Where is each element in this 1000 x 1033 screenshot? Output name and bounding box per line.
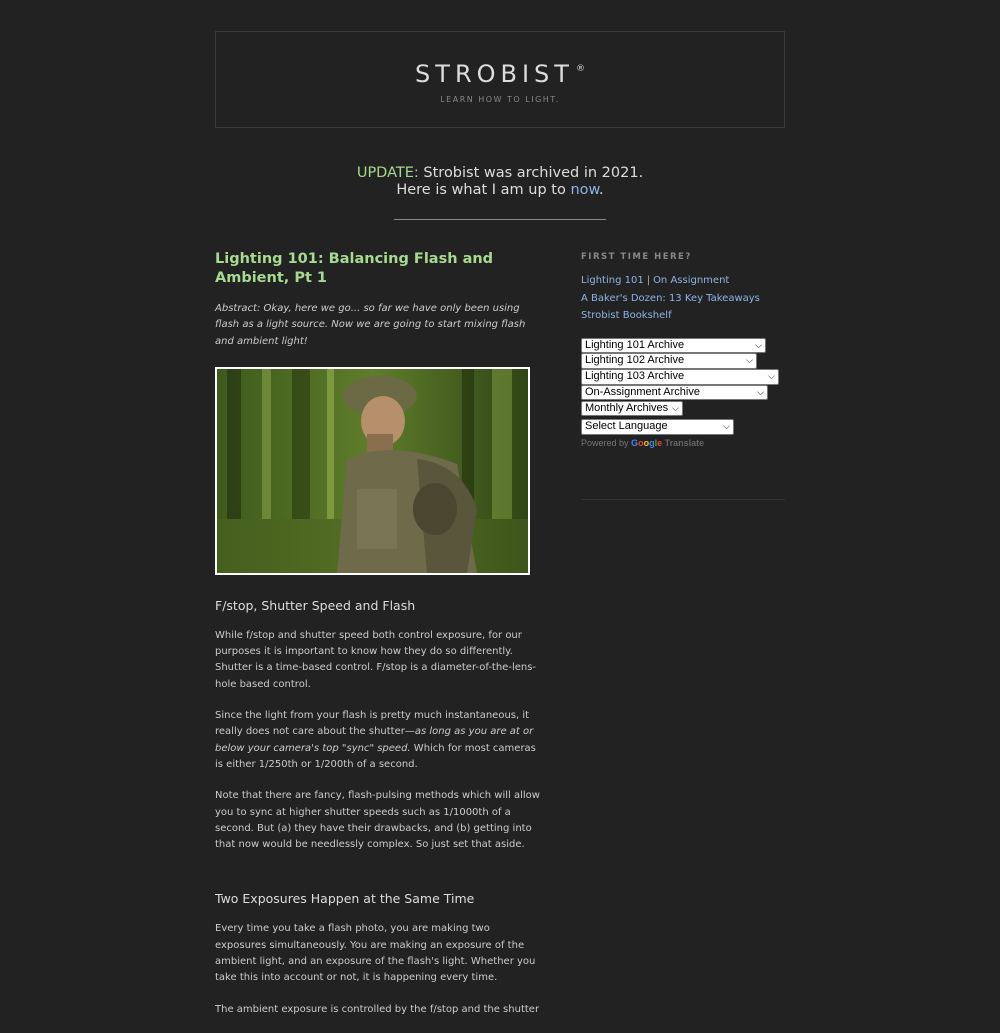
post-main xyxy=(215,250,540,1033)
lighting-102-archive-select[interactable] xyxy=(581,353,757,369)
monthly-archives-select[interactable] xyxy=(581,401,683,417)
chevron-down-icon: ⌵ xyxy=(755,339,762,350)
update-line2-prefix: Here is what I am up to xyxy=(396,182,571,198)
chevron-down-icon: ⌵ xyxy=(746,355,753,366)
update-line1: Strobist was archived in 2021. xyxy=(418,165,644,181)
paragraph-3: Note that there are fancy, flash-pulsing methods which will allow you to sync at higher shutter speeds such as 1/1000th of a second. But (a) they have their drawbacks, and (b) getting into that now would be needlessly complex. So just set that aside. xyxy=(215,790,540,851)
paragraph-2-start: Since the light from your flash is pretty much instantaneous, it really does not care about the shutter— xyxy=(215,710,530,738)
now-link[interactable]: now xyxy=(570,182,600,198)
select-value: Lighting 103 Archive xyxy=(585,370,685,383)
select-language-dropdown[interactable] xyxy=(581,419,734,435)
post-abstract: Abstract: Okay, here we go... so far we have only been using flash as a light source. Now we are going to start mixing flash and ambient light! xyxy=(215,303,526,347)
registered-mark: ® xyxy=(575,64,585,74)
bookshelf-link[interactable]: Strobist Bookshelf xyxy=(581,310,672,321)
update-notice xyxy=(215,165,785,199)
soldier-photo-image xyxy=(217,369,528,573)
select-value: Lighting 101 Archive xyxy=(585,338,685,351)
section-title-fstop: F/stop, Shutter Speed and Flash xyxy=(215,597,416,613)
sidebar-link-row-1 xyxy=(581,272,786,290)
sidebar-heading: FIRST TIME HERE? xyxy=(581,252,692,262)
update-line2-suffix: . xyxy=(599,182,604,198)
site-tagline: LEARN HOW TO LIGHT. xyxy=(440,95,560,104)
lighting-101-archive-select[interactable] xyxy=(581,338,766,354)
post-title[interactable]: Lighting 101: Balancing Flash and Ambient, Pt 1 xyxy=(215,251,494,286)
select-value: On-Assignment Archive xyxy=(585,385,700,398)
chevron-down-icon: ⌵ xyxy=(768,371,775,382)
chevron-down-icon: ⌵ xyxy=(757,386,764,397)
link-separator: | xyxy=(646,275,651,286)
select-value: Lighting 102 Archive xyxy=(585,354,685,367)
update-divider xyxy=(394,219,606,220)
site-title[interactable] xyxy=(415,60,585,88)
lighting-103-archive-select[interactable] xyxy=(581,369,779,385)
sidebar xyxy=(581,252,786,448)
select-value: Monthly Archives xyxy=(585,401,669,414)
chevron-down-icon: ⌵ xyxy=(723,421,730,432)
google-logo[interactable]: Google xyxy=(631,437,663,448)
chevron-down-icon: ⌵ xyxy=(672,402,679,413)
paragraph-2-end: Which for most cameras is either 1/250th or 1/200th of a second. xyxy=(215,742,536,770)
paragraph-1: While f/stop and shutter speed both control exposure, for our purposes it is important to know how they do so differently. Shutter is a time-based control. F/stop is a diameter-of-the-lens-hole based control. xyxy=(215,629,537,690)
powered-by-google-translate xyxy=(581,438,786,448)
bakers-dozen-link[interactable]: A Baker's Dozen: 13 Key Takeaways xyxy=(581,292,760,304)
section-title-two-exposures: Two Exposures Happen at the Same Time xyxy=(215,891,475,907)
translate-link[interactable]: Translate xyxy=(664,437,705,448)
powered-by-text: Powered by xyxy=(581,437,629,448)
post-photo[interactable] xyxy=(215,367,530,575)
paragraph-5: The ambient exposure is controlled by the f/stop and the shutter xyxy=(215,1003,540,1015)
site-header xyxy=(215,31,785,128)
paragraph-4: Every time you take a flash photo, you are making two exposures simultaneously. You are making an exposure of the ambient light, and an exposure of the flash's light. Whether you take this into account or not, it is happening every time. xyxy=(215,923,536,984)
sidebar-divider xyxy=(581,499,785,500)
on-assignment-archive-select[interactable] xyxy=(581,385,768,401)
on-assignment-link[interactable]: On Assignment xyxy=(653,275,730,286)
archive-selects xyxy=(581,338,786,448)
lighting-101-link[interactable]: Lighting 101 xyxy=(581,275,644,286)
select-value: Select Language xyxy=(585,420,668,433)
paragraph-2 xyxy=(215,708,540,773)
paragraph-2-emphasis: as long as you are at or below your camera's top "sync" speed. xyxy=(215,726,534,754)
update-label: UPDATE: xyxy=(356,165,419,181)
site-title-text[interactable]: STROBIST xyxy=(415,60,574,88)
